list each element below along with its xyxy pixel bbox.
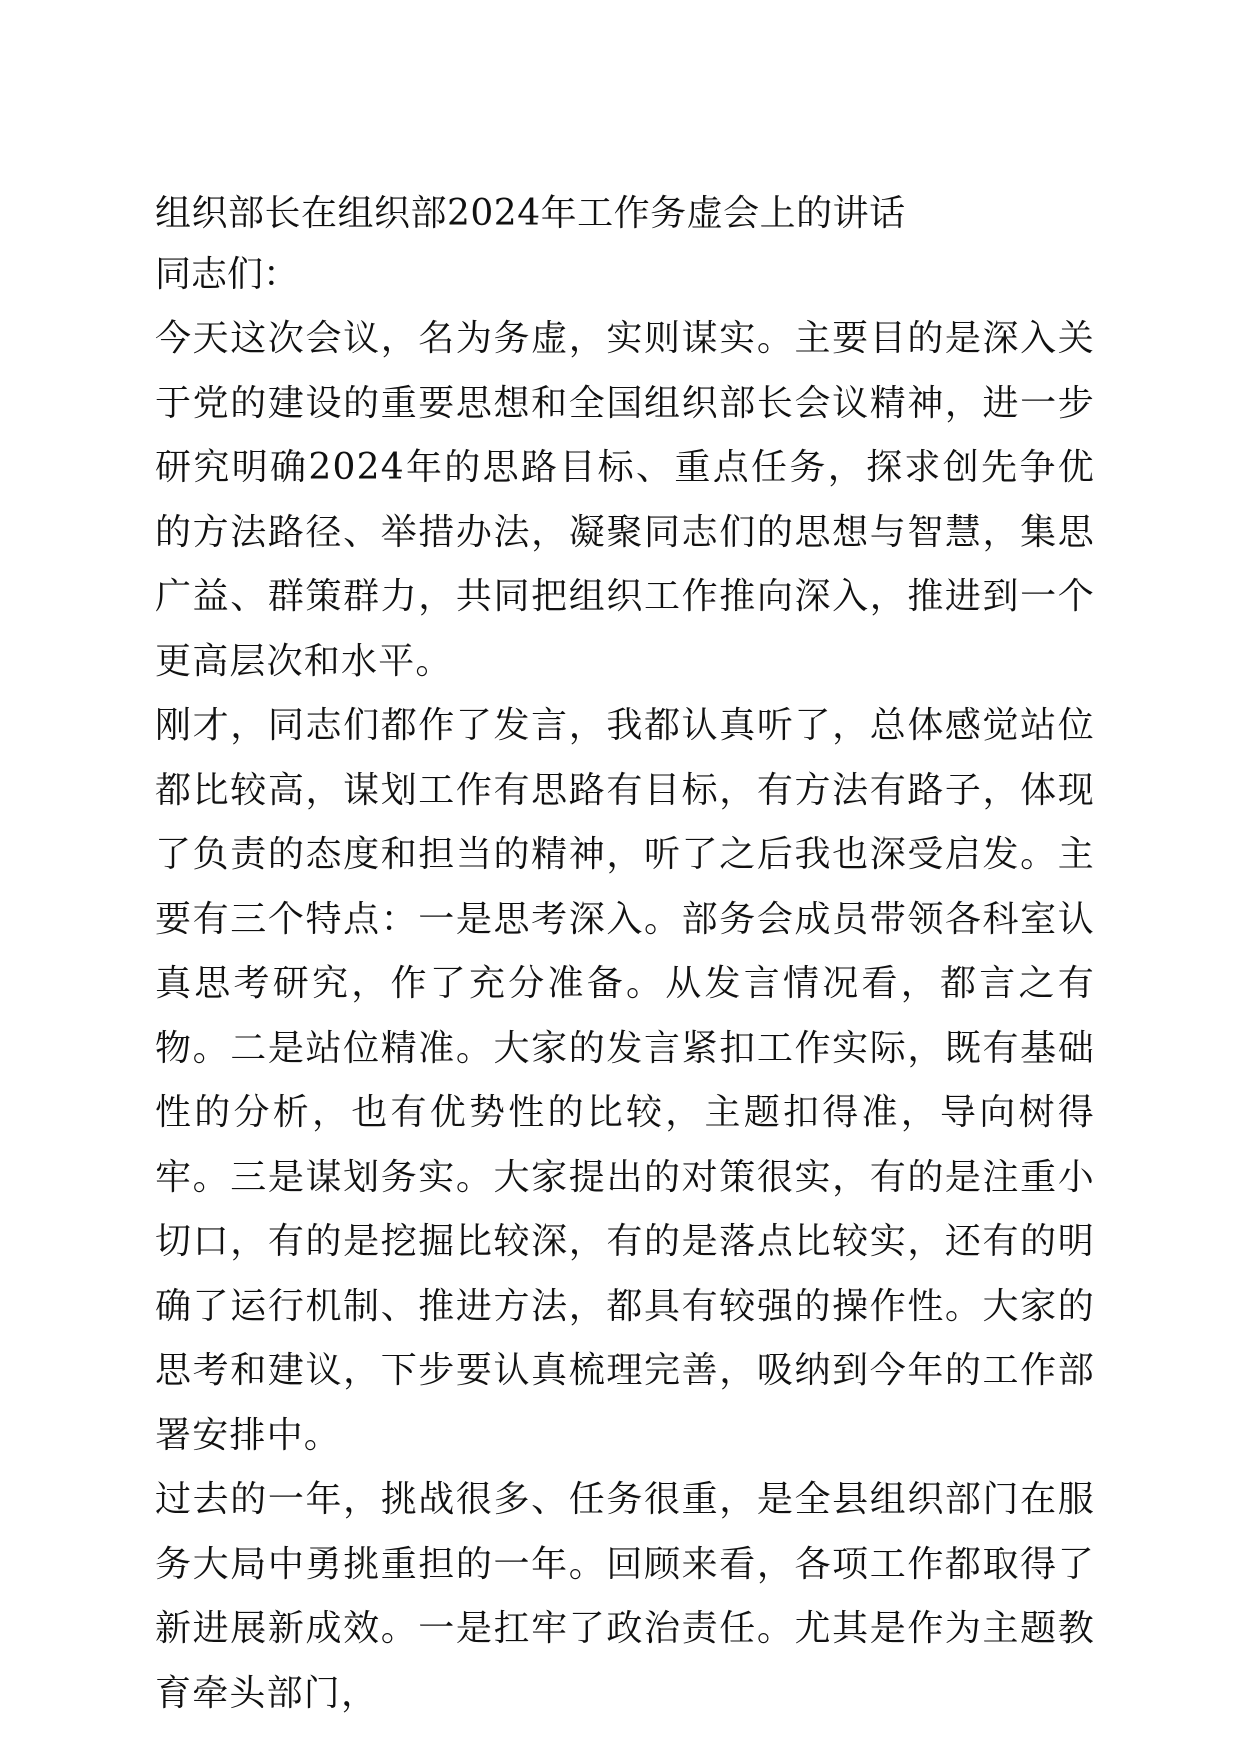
salutation: 同志们： <box>155 254 300 295</box>
paragraph-review: 过去的一年，挑战很多、任务很重，是全县组织部门在服务大局中勇挑重担的一年。回顾来看，各项工作都取得了新进展新成效。一是扛牢了政治责任。尤其是作为主题教育牵头部门， <box>155 1479 1095 1714</box>
document-title: 组织部长在组织部2024年工作务虚会上的讲话 <box>155 193 906 234</box>
paragraph-feedback: 刚才，同志们都作了发言，我都认真听了，总体感觉站位都比较高，谋划工作有思路有目标，有方法有路子，体现了负责的态度和担当的精神，听了之后我也深受启发。主要有三个特点：一是思考深入。部务会成员带领各科室认真思考研究，作了充分准备。从发言情况看，都言之有物。二是站位精准。大家的发言紧扣工作实际，既有基础性的分析，也有优势性的比较，主题扣得准，导向树得牢。三是谋划务实。大家提出的对策很实，有的是注重小切口，有的是挖掘比较深，有的是落点比较实，还有的明确了运行机制、推进方法，都具有较强的操作性。大家的思考和建议，下步要认真梳理完善，吸纳到今年的工作部署安排中。 <box>155 705 1095 1456</box>
document-body <box>155 185 1095 1726</box>
paragraph-intro: 今天这次会议，名为务虚，实则谋实。主要目的是深入关于党的建设的重要思想和全国组织部长会议精神，进一步研究明确2024年的思路目标、重点任务，探求创先争优的方法路径、举措办法，凝聚同志们的思想与智慧，集思广益、群策群力，共同把组织工作推向深入，推进到一个更高层次和水平。 <box>155 318 1095 682</box>
